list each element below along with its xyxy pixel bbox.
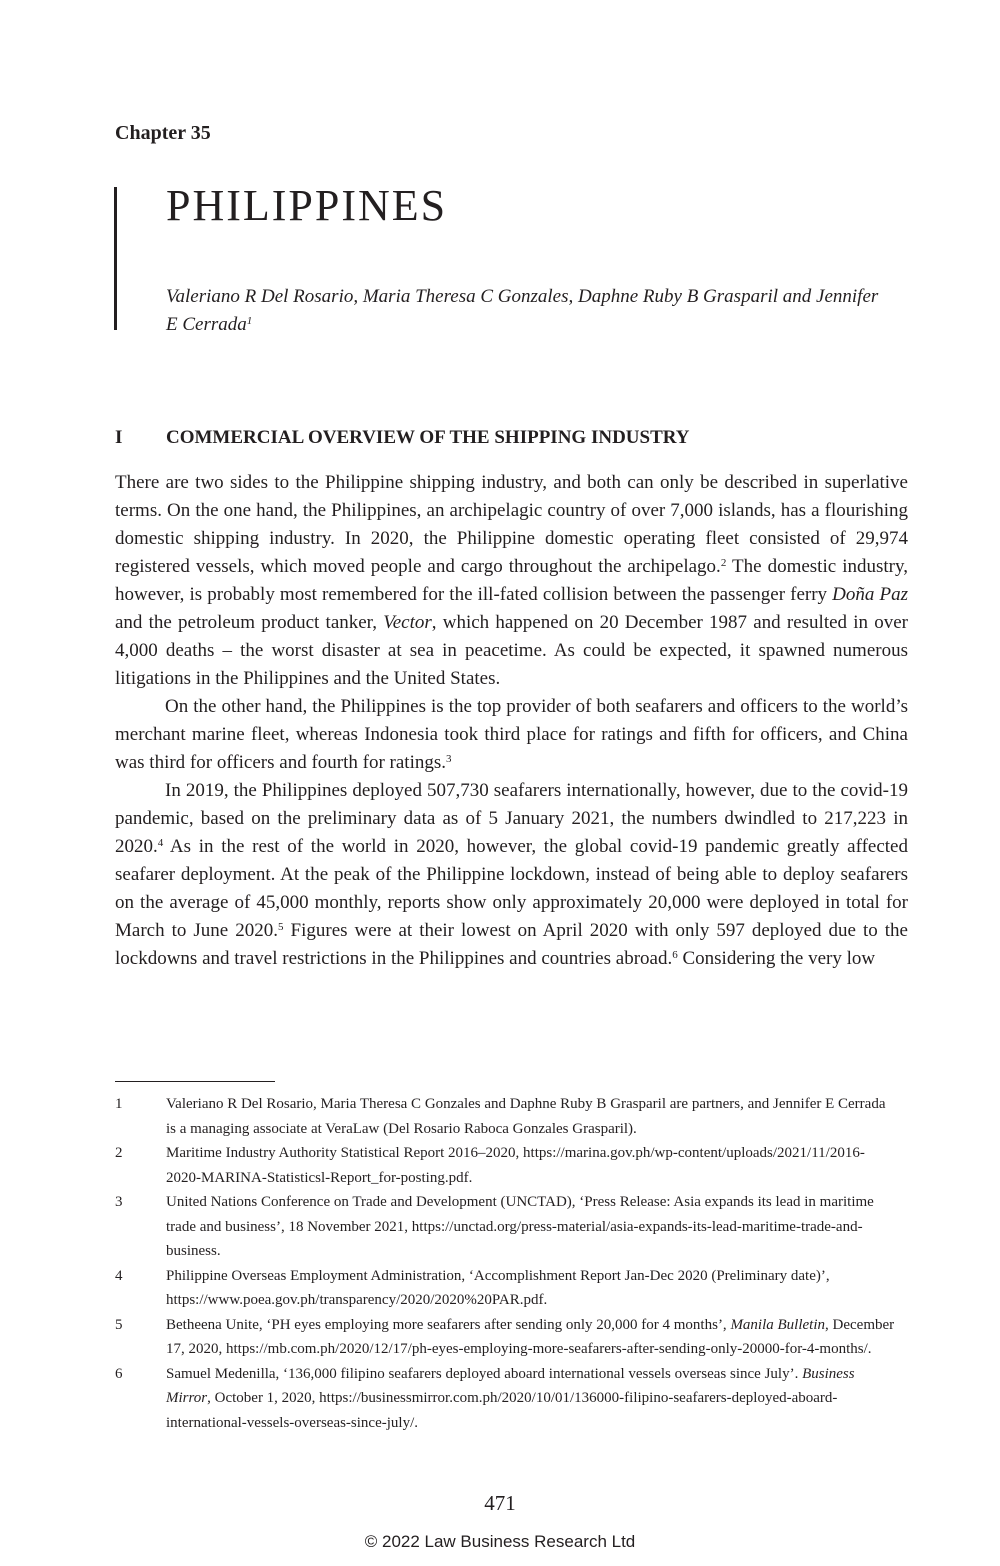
- text-run: In 2019, the Philippines deployed 507,730 seafarers internationally, however, due to the covid-19 pandemic, based on the preliminary data as of 5 January 2021, the numbers dwindled to 217,223 in 2020.: [115, 780, 908, 857]
- title-rule: [114, 187, 117, 330]
- footnote-number: 5: [115, 1316, 123, 1333]
- text-run: The domestic industry, however, is probably most remembered for the ill-fated collision between the passenger ferry: [115, 556, 908, 605]
- footnote-number: 6: [115, 1365, 123, 1382]
- footnote-3: [115, 1190, 895, 1264]
- footnote-6: [115, 1362, 895, 1436]
- paragraph-2: [115, 693, 908, 777]
- body-text: [115, 469, 908, 973]
- footnote-ref-1[interactable]: 1: [246, 315, 253, 327]
- chapter-title: PHILIPPINES: [166, 181, 448, 230]
- footnote-4: [115, 1264, 895, 1313]
- section-number: I: [115, 427, 123, 448]
- paragraph-3: [115, 777, 908, 973]
- footnote-ref-6[interactable]: 6: [672, 949, 678, 961]
- footnote-5: [115, 1313, 895, 1362]
- text-run: , which happened on 20 December 1987 and resulted in over 4,000 deaths – the worst disaster at sea in peacetime. As could be expected, it spawned numerous litigations in the Philippines and the United States.: [115, 612, 908, 689]
- footnote-text: Maritime Industry Authority Statistical Report 2016–2020, https://marina.gov.ph/wp-content/uploads/2021/11/2016-2020-MARINA-Statisticsl-Report_for-posting.pdf.: [166, 1145, 865, 1186]
- text-run: Betheena Unite, ‘PH eyes employing more seafarers after sending only 20,000 for 4 months’,: [166, 1316, 731, 1333]
- text-run: As in the rest of the world in 2020, however, the global covid-19 pandemic greatly affected seafarer deployment. At the peak of the Philippine lockdown, instead of being able to deploy seafarers on the average of 45,000 monthly, reports show only approximately 20,000 were deployed in total for March to June 2020.: [115, 836, 908, 941]
- text-run: There are two sides to the Philippine shipping industry, and both can only be described in superlative terms. On the one hand, the Philippines, an archipelagic country of over 7,000 islands, has a flourishing domestic shipping industry. In 2020, the Philippine domestic operating fleet consisted of 29,974 registered vessels, which moved people and cargo throughout the archipelago.: [115, 472, 908, 577]
- authors: [166, 283, 886, 339]
- text-run: Considering the very low: [677, 948, 876, 969]
- footnote-ref-3[interactable]: 3: [446, 753, 452, 765]
- section-title: COMMERCIAL OVERVIEW OF THE SHIPPING INDUSTRY: [166, 427, 690, 448]
- footnote-ref-2[interactable]: 2: [720, 557, 727, 569]
- footnote-ref-4[interactable]: 4: [157, 837, 164, 849]
- footnote-text: [166, 1362, 895, 1436]
- footnote-number: 4: [115, 1267, 123, 1284]
- footnote-text: United Nations Conference on Trade and Development (UNCTAD), ‘Press Release: Asia expands its lead in maritime trade and business’, 18 November 2021, https://unctad.org/press-material/asia-expands-its-lead-maritime-trade-and-business.: [166, 1194, 874, 1259]
- authors-names: Valeriano R Del Rosario, Maria Theresa C Gonzales, Daphne Ruby B Grasparil and Jennifer E Cerrada: [166, 286, 879, 335]
- page-number: 471: [484, 1491, 516, 1515]
- footnote-text: [166, 1313, 895, 1362]
- footnote-number: 1: [115, 1096, 123, 1112]
- footnote-ref-5[interactable]: 5: [278, 921, 284, 933]
- ship-name: Doña Paz: [832, 584, 908, 605]
- section-heading: [115, 427, 690, 449]
- ship-name: Vector: [383, 612, 432, 633]
- text-run: Figures were at their lowest on April 2020 with only 597 deployed due to the lockdowns and travel restrictions in the Philippines and countries abroad.: [115, 920, 908, 969]
- paragraph-1: [115, 469, 908, 693]
- footnote-1: [115, 1092, 895, 1141]
- footnote-number: 3: [115, 1194, 123, 1210]
- text-run: and the petroleum product tanker,: [115, 612, 384, 633]
- text-run: , December 17, 2020, https://mb.com.ph/2020/12/17/ph-eyes-employing-more-seafarers-after-sending-only-20000-for-4-months/.: [166, 1316, 895, 1357]
- text-run: On the other hand, the Philippines is the top provider of both seafarers and officers to the world’s merchant marine fleet, whereas Indonesia took third place for ratings and fifth for officers, and China was third for officers and fourth for ratings.: [115, 696, 908, 773]
- footnote-2: [115, 1141, 895, 1190]
- chapter-label: Chapter 35: [115, 122, 211, 144]
- publication-name: Business Mirror: [166, 1365, 855, 1406]
- text-run: , October 1, 2020, https://businessmirror.com.ph/2020/10/01/136000-filipino-seafarers-deployed-aboard-international-vessels-overseas-since-july/.: [166, 1390, 838, 1431]
- copyright-notice: © 2022 Law Business Research Ltd: [364, 1532, 636, 1551]
- footnotes: [115, 1092, 895, 1435]
- publication-name: Manila Bulletin: [730, 1316, 826, 1333]
- footnote-number: 2: [115, 1145, 123, 1161]
- footnote-divider: [115, 1081, 275, 1082]
- text-run: Samuel Medenilla, ‘136,000 filipino seafarers deployed aboard international vessels overseas since July’.: [166, 1365, 803, 1382]
- footnote-text: Valeriano R Del Rosario, Maria Theresa C Gonzales and Daphne Ruby B Grasparil are partners, and Jennifer E Cerrada is a managing associate at VeraLaw (Del Rosario Raboca Gonzales Grasparil).: [166, 1096, 886, 1137]
- footnote-text: Philippine Overseas Employment Administration, ‘Accomplishment Report Jan-Dec 2020 (Preliminary date)’, https://www.poea.gov.ph/transparency/2020/2020%20PAR.pdf.: [166, 1267, 830, 1308]
